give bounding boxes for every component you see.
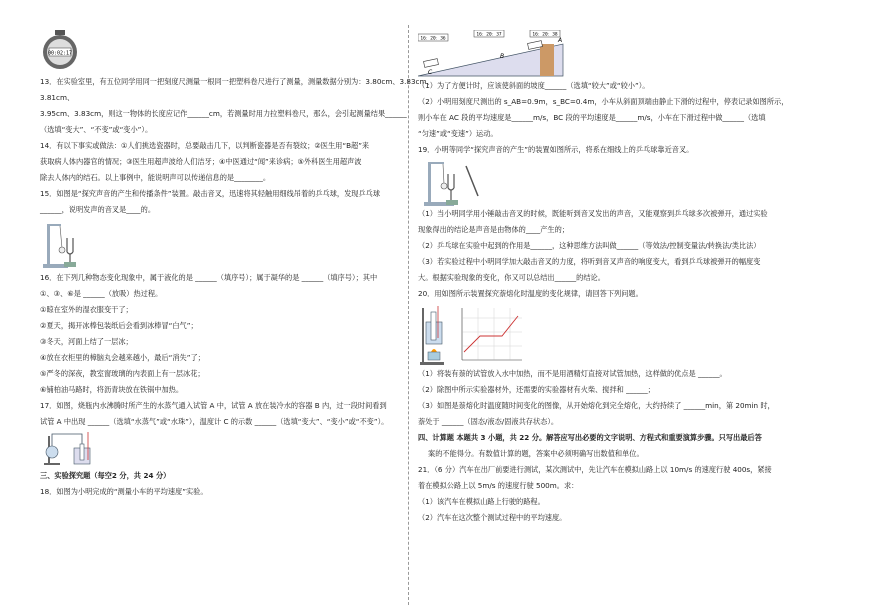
timer-c: 16：20：36: [420, 36, 446, 42]
q19-line-1: 19．小明等同学“探究声音的产生”的装置如图所示，将系在细线上的乒乓球靠近音叉。: [418, 145, 694, 154]
incline-figure: [418, 30, 568, 78]
q13-line-1: 13．在实验室里，有五位同学用同一把刻度尺测量一根同一把塑料卷尺进行了测量，测量数据分别为：3.80cm、3.83cm、3.81cm、: [40, 77, 434, 102]
q16-item-2: ②夏天，揭开冰棒包装纸后会看到冰棒冒“白气”；: [40, 321, 198, 330]
q13-line-2: 3.95cm、3.83cm，则这一物体的长度应记作______cm，若测量时用力拉塑料卷尺，那么，会引起测量结果______: [40, 109, 407, 118]
q16-item-5: ⑤严冬的深夜，教室窗玻璃的内表面上有一层冰花；: [40, 369, 205, 378]
q20-part-2: （2）除图中所示实验器材外，还需要的实验器材有火柴、搅拌和 ______；: [418, 385, 655, 394]
q16-line-2: ①、③、⑥是 ______（放吸）热过程。: [40, 289, 163, 298]
q21-line-1: 21．（6 分）汽车在出厂前要进行测试，某次测试中，先让汽车在模拟山路上以 10m/s 的速度行驶 400s，紧接: [418, 465, 772, 474]
label-a: A: [558, 37, 563, 44]
naphthalene-melting-figure: [418, 302, 528, 366]
q18-part-2-line-2: 则小车在 AC 段的平均速度是______m/s，BC 段的平均速度是______m/s，小车在下滑过程中做______（选填: [418, 113, 766, 122]
q15-line-1: 15．如图是“探究声音的产生和传播条件”装置。敲击音叉，迅速将其轻触用细线吊着的乒乓球，发现乒乓球: [40, 189, 381, 198]
boiling-flask-figure: [40, 430, 98, 466]
q19-part-2: （2）乒乓球在实验中起到的作用是______，这种思维方法叫做______（等效法/控制变量法/转换法/类比法）: [418, 241, 761, 250]
q13-line-3: （选填“变大”、“不变”或“变小”）。: [40, 125, 153, 134]
q18-part-2-line-1: （2）小明用刻度尺测出的 s_AB=0.9m，s_BC=0.4m，小车从斜面顶端由静止下滑的过程中，停表记录如图所示，: [418, 97, 789, 106]
q20-part-3-line-2: 萘处于 ______（固态/液态/固液共存状态）。: [418, 417, 559, 426]
q18-part-1: （1）为了方便计时，应该使斜面的坡度______（选填“较大”或“较小”）。: [418, 81, 650, 90]
q14-line-2: 获取病人体内器官的情况；③医生用超声波给人们洁牙；④中医通过“闻”来诊病；⑤外科医生用超声波: [40, 157, 362, 166]
q18-line-1: 18．如图为小明完成的“测量小车的平均速度”实验。: [40, 487, 208, 496]
q21-part-1: （1）该汽车在模拟山路上行驶的路程。: [418, 497, 545, 506]
stopwatch-time: 00:02:17: [47, 50, 73, 57]
label-b: B: [500, 53, 505, 60]
q20-line-1: 20．用如图所示装置探究萘熔化时温度的变化规律，请回答下列问题。: [418, 289, 643, 298]
q19-part-3-line-1: （3）若实验过程中小明同学加大敲击音叉的力度，将听到音叉声音的响度变大，看到乒乓球被弹开的幅度变: [418, 257, 761, 266]
section-4-note: 案的不能得分。有数值计算的题，答案中必须明确写出数值和单位。: [428, 449, 644, 458]
q19-part-3-line-2: 大。根据实验现象的变化，你又可以总结出______的结论。: [418, 273, 605, 282]
left-column: [40, 30, 440, 500]
stopwatch-figure: [40, 30, 80, 70]
q16-item-3: ③冬天，河面上结了一层冰；: [40, 337, 133, 346]
q16-item-4: ④放在衣柜里的樟脑丸会越来越小，最后“消失”了；: [40, 353, 205, 362]
section-4-heading: 四、计算题 本题共 3 小题，共 22 分。解答应写出必要的文字说明、方程式和重要演算步骤。只写出最后答: [418, 433, 762, 442]
q16-line-1: 16．在下列几种物态变化现象中，属于液化的是 ______（填序号）；属于凝华的是 ______（填序号）；其中: [40, 273, 378, 282]
right-column: [418, 30, 818, 526]
q16-item-6: ⑥铺柏油马路时，将沥青块放在铁锅中加热。: [40, 385, 184, 394]
timer-a: 16：20：38: [532, 32, 558, 38]
tuning-fork-figure: [40, 218, 100, 270]
timer-b: 16：20：37: [476, 32, 502, 38]
q20-part-3-line-1: （3）如图是萘熔化时温度随时间变化的图像，从开始熔化到完全熔化，大约持续了 ______min，第 20min 时，: [418, 401, 775, 410]
q19-part-1-line-2: 现象得出的结论是声音是由物体的____产生的；: [418, 225, 569, 234]
q17-line-2: 试管 A 中出现 ______（选填“水蒸气”或“水珠”），温度计 C 的示数 ______（选填“变大”、“变小”或“不变”）。: [40, 417, 389, 426]
q17-line-1: 17．如图，烧瓶内水沸腾时所产生的水蒸气通入试管 A 中，试管 A 放在装冷水的容器 B 内，过一段时间看到: [40, 401, 387, 410]
label-c: C: [428, 69, 433, 76]
q15-line-2: ______，说明发声的音叉是____的。: [40, 205, 156, 214]
q16-item-1: ①晾在室外的湿衣服变干了；: [40, 305, 133, 314]
q18-part-2-line-3: “匀速”或“变速”）运动。: [418, 129, 498, 138]
section-3-heading: 三、实验探究题（每空2 分，共 24 分）: [40, 471, 171, 480]
q19-part-1-line-1: （1）当小明同学用小锤敲击音叉的时候，既能听到音叉发出的声音，又能观察到乒乓球多次被弹开，通过实验: [418, 209, 768, 218]
q21-part-2: （2）汽车在这次整个测试过程中的平均速度。: [418, 513, 567, 522]
q14-line-3: 除去人体内的结石。以上事例中，能说明声可以传递信息的是________。: [40, 173, 271, 182]
q14-line-1: 14．有以下事实或做法：①人们挑选瓷器时，总要敲击几下，以判断瓷器是否有裂纹；②医生用“B超”来: [40, 141, 370, 150]
q21-line-2: 着在模拟公路上以 5m/s 的速度行驶 500m。求：: [418, 481, 579, 490]
sound-source-figure: [418, 158, 482, 206]
q20-part-1: （1）将装有萘的试管放入水中加热，而不是用酒精灯直接对试管加热，这样做的优点是 ______。: [418, 369, 727, 378]
